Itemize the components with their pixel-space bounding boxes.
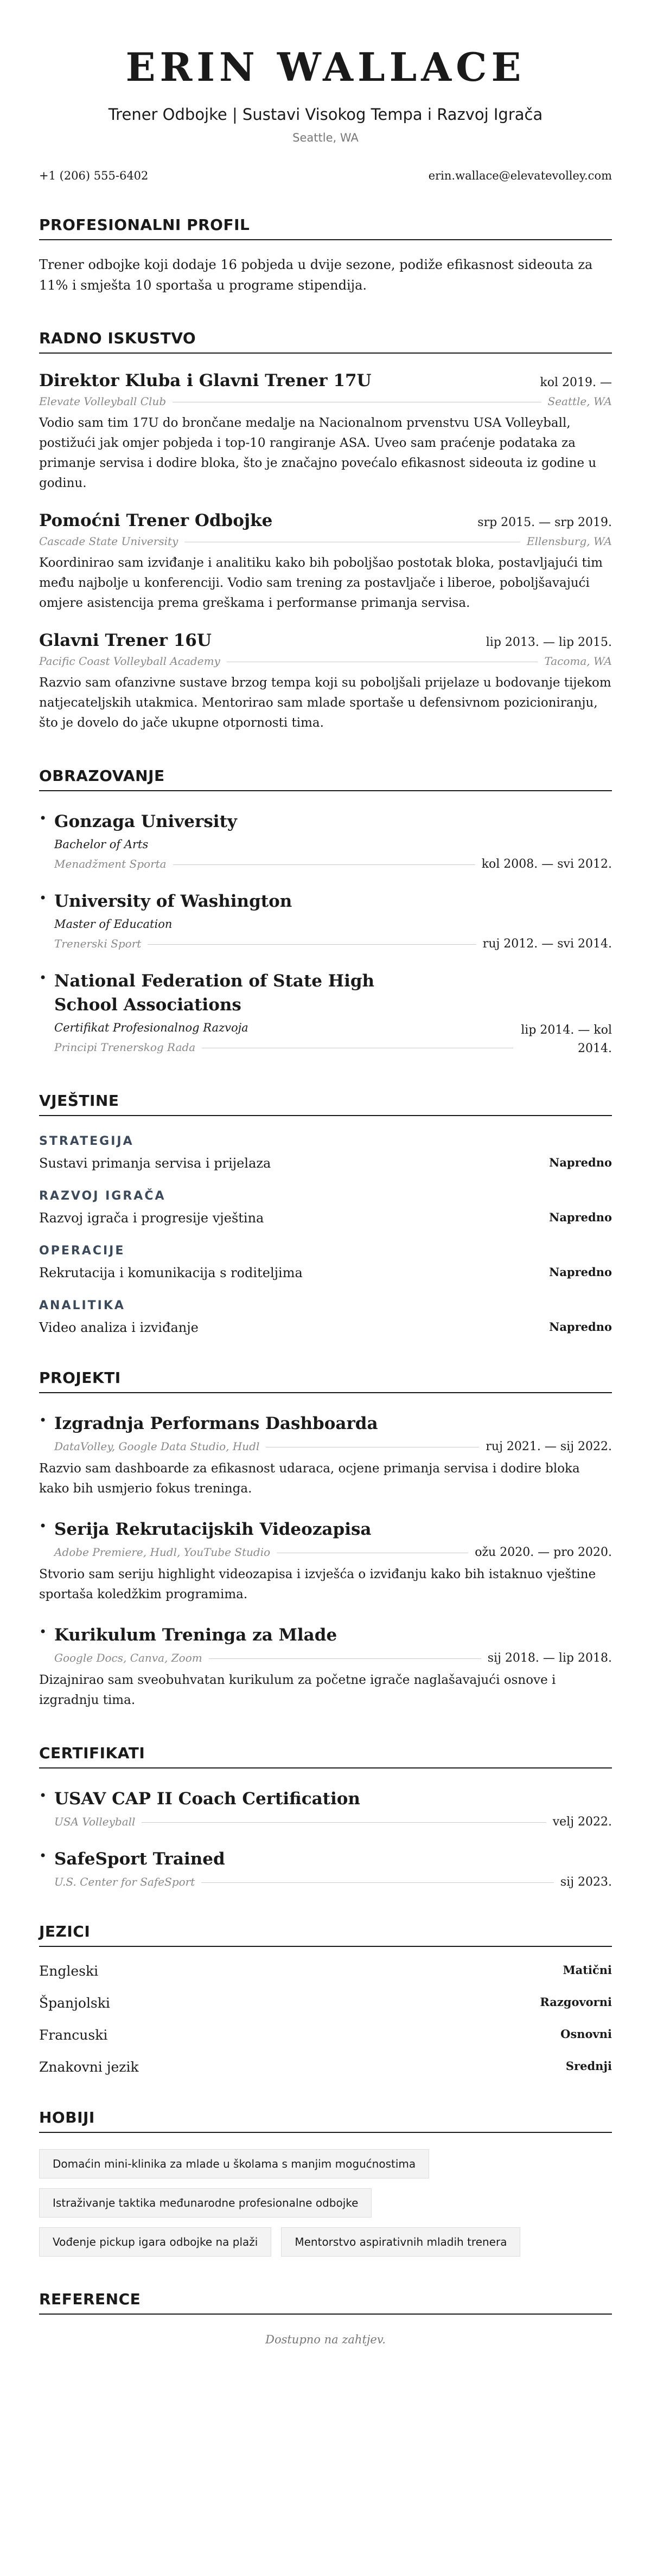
certificates-section <box>39 1744 612 1889</box>
degree: Certifikat Profesionalnog Razvoja <box>54 1021 248 1034</box>
section-heading: CERTIFIKATI <box>39 1744 612 1768</box>
certificate-title: USAV CAP II Coach Certification <box>54 1789 360 1809</box>
job-entry <box>39 511 612 613</box>
bullet-icon: • <box>39 1413 47 1428</box>
bullet-icon: • <box>39 970 47 985</box>
project-tools: DataVolley, Google Data Studio, Hudl <box>54 1440 260 1453</box>
language-row <box>39 2027 612 2043</box>
project-entry <box>39 1623 612 1710</box>
skill-category: STRATEGIJA <box>39 1135 134 1148</box>
languages-section <box>39 1923 612 2075</box>
bullet-icon: • <box>39 811 47 826</box>
project-entry <box>39 1517 612 1605</box>
project-description: Dizajnirao sam sveobuhvatan kurikulum za početne igrače naglašavajući osnove i izgradnju tima. <box>39 1673 556 1707</box>
candidate-title: Trener Odbojke | Sustavi Visokog Tempa i Razvoj Igrača <box>108 105 543 124</box>
certificate-date: sij 2023. <box>560 1875 612 1889</box>
leader-line <box>173 864 475 865</box>
job-title: Glavni Trener 16U <box>39 631 212 650</box>
job-description: Koordinirao sam izviđanje i analitiku kako bih poboljšao postotak bloka, postavljajući tim među najbolje u konferenciji. Vodio sam trening za postavljače i liberoe, poboljšavajući omjere asistencija prema greškama i performanse primanja servisa. <box>39 556 603 610</box>
job-entry <box>39 631 612 733</box>
job-date: srp 2015. — srp 2019. <box>477 516 612 529</box>
bullet-icon: • <box>39 1518 47 1534</box>
job-date: lip 2013. — lip 2015. <box>486 636 612 649</box>
section-heading: JEZICI <box>39 1923 612 1947</box>
hobby-tag: Vođenje pickup igara odbojke na plaži <box>39 2227 271 2257</box>
job-org: Pacific Coast Volleyball Academy <box>39 655 220 668</box>
email[interactable]: erin.wallace@elevatevolley.com <box>428 169 612 182</box>
education-entry <box>39 810 612 871</box>
bullet-icon: • <box>39 1624 47 1639</box>
hobby-tag: Istraživanje taktika međunarodne profesionalne odbojke <box>39 2188 372 2218</box>
hobby-tag: Domaćin mini-klinika za mlade u školama s manjim mogućnostima <box>39 2149 429 2178</box>
section-heading: RADNO ISKUSTVO <box>39 329 612 354</box>
language-name: Znakovni jezik <box>39 2059 139 2075</box>
job-description: Razvio sam ofanzivne sustave brzog tempa koji su poboljšali prijelaze u bodovanje tijekom natjecateljskih utakmica. Mentorirao sam mlade sportaše u defensivnom pozicioniranju, što je dovelo do jače ukupne otpornosti tima. <box>39 676 611 730</box>
language-row <box>39 1995 612 2011</box>
skill-level: Napredno <box>549 1156 612 1169</box>
job-description: Vodio sam tim 17U do brončane medalje na Nacionalnom prvenstvu USA Volleyball, postižući jak omjer pobjeda i top-10 rangiranje ASA. Uveo sam praćenje podataka za primanje servisa i dodire bloka, što je značajno povećalo efikasnost sideouta iz godine u godinu. <box>39 416 597 490</box>
certificate-title: SafeSport Trained <box>54 1849 225 1869</box>
education-date: kol 2008. — svi 2012. <box>481 857 612 871</box>
education-entry <box>39 889 612 951</box>
job-title: Direktor Kluba i Glavni Trener 17U <box>39 371 372 390</box>
skill-name: Video analiza i izviđanje <box>39 1320 199 1335</box>
phone[interactable]: +1 (206) 555-6402 <box>39 169 149 182</box>
certificate-issuer: USA Volleyball <box>54 1815 136 1828</box>
language-name: Španjolski <box>39 1995 110 2011</box>
school-name: Gonzaga University <box>54 812 237 831</box>
project-description: Stvorio sam seriju highlight videozapisa i izvješća o izviđanju kako bih istaknuo vještine sportaša koledžkim programima. <box>39 1567 596 1601</box>
project-date: ožu 2020. — pro 2020. <box>475 1546 612 1559</box>
section-heading: PROFESIONALNI PROFIL <box>39 216 612 240</box>
candidate-name: ERIN WALLACE <box>125 44 526 90</box>
language-row <box>39 1963 612 1979</box>
section-heading: VJEŠTINE <box>39 1092 612 1116</box>
skill-category: ANALITIKA <box>39 1299 125 1312</box>
certificate-entry <box>39 1847 612 1889</box>
section-heading: OBRAZOVANJE <box>39 767 612 791</box>
language-level: Osnovni <box>560 2027 612 2041</box>
hobby-tags <box>39 2149 612 2257</box>
education-date: ruj 2012. — svi 2014. <box>482 937 612 951</box>
project-title: Kurikulum Treninga za Mlade <box>54 1625 337 1645</box>
field-of-study: Trenerski Sport <box>54 937 142 950</box>
experience-section <box>39 329 612 733</box>
job-location: Tacoma, WA <box>544 655 612 668</box>
hobby-tag: Mentorstvo aspirativnih mladih trenera <box>281 2227 520 2257</box>
skill-name: Rekrutacija i komunikacija s roditeljima <box>39 1265 303 1280</box>
language-name: Francuski <box>39 2027 108 2043</box>
language-row <box>39 2059 612 2075</box>
bullet-icon: • <box>39 1848 47 1863</box>
bullet-icon: • <box>39 1788 47 1803</box>
language-level: Razgovorni <box>540 1995 612 2009</box>
degree: Master of Education <box>54 918 173 931</box>
skills-section <box>39 1092 612 1335</box>
education-date: lip 2014. — kol 2014. <box>521 1023 612 1055</box>
certificate-issuer: U.S. Center for SafeSport <box>54 1875 195 1888</box>
hobbies-section <box>39 2109 612 2257</box>
bullet-icon: • <box>39 890 47 906</box>
profile-text: Trener odbojke koji dodaje 16 pobjeda u dvije sezone, podiže efikasnost sideouta za 11% i smješta 10 sportaša u programe stipendija. <box>39 257 593 293</box>
projects-section <box>39 1369 612 1710</box>
certificate-date: velj 2022. <box>552 1815 612 1829</box>
profile-section <box>39 216 612 296</box>
skill-level: Napredno <box>549 1210 612 1224</box>
project-title: Serija Rekrutacijskih Videozapisa <box>54 1520 372 1539</box>
school-name: University of Washington <box>54 892 292 911</box>
skill-level: Napredno <box>549 1265 612 1279</box>
candidate-location: Seattle, WA <box>292 131 359 144</box>
education-entry <box>39 969 612 1058</box>
section-heading: PROJEKTI <box>39 1369 612 1393</box>
skill-row <box>39 1210 612 1226</box>
job-location: Seattle, WA <box>547 395 612 408</box>
job-location: Ellensburg, WA <box>526 535 612 548</box>
skill-row <box>39 1265 612 1280</box>
section-heading: HOBIJI <box>39 2109 612 2133</box>
school-name: National Federation of State High School Associations <box>54 971 375 1015</box>
language-level: Srednji <box>565 2059 612 2073</box>
certificate-entry <box>39 1787 612 1829</box>
leader-line <box>209 1658 481 1659</box>
skill-category: RAZVOJ IGRAČA <box>39 1189 166 1203</box>
leader-line <box>201 1882 554 1883</box>
leader-line <box>142 1822 546 1823</box>
skill-name: Sustavi primanja servisa i prijelaza <box>39 1156 271 1171</box>
skill-level: Napredno <box>549 1320 612 1334</box>
project-description: Razvio sam dashboarde za efikasnost udaraca, ocjene primanja servisa i dodire bloka kako bih usmjerio fokus treninga. <box>39 1462 580 1496</box>
skill-row <box>39 1156 612 1171</box>
field-of-study: Principi Trenerskog Rada <box>54 1041 196 1054</box>
skill-name: Razvoj igrača i progresije vještina <box>39 1210 264 1226</box>
education-section <box>39 767 612 1058</box>
job-org: Cascade State University <box>39 535 178 548</box>
contact-row <box>39 169 612 182</box>
project-date: sij 2018. — lip 2018. <box>487 1651 612 1665</box>
leader-line <box>148 944 476 945</box>
project-title: Izgradnja Performans Dashboarda <box>54 1414 378 1433</box>
job-date: kol 2019. — <box>540 376 612 389</box>
job-title: Pomoćni Trener Odbojke <box>39 511 273 530</box>
language-level: Matični <box>563 1963 612 1977</box>
project-tools: Google Docs, Canva, Zoom <box>54 1651 202 1664</box>
references-section <box>39 2290 612 2346</box>
skill-category: OPERACIJE <box>39 1244 125 1258</box>
project-entry <box>39 1412 612 1499</box>
project-tools: Adobe Premiere, Hudl, YouTube Studio <box>54 1546 271 1559</box>
language-name: Engleski <box>39 1963 99 1979</box>
project-date: ruj 2021. — sij 2022. <box>486 1440 612 1453</box>
job-entry <box>39 371 612 494</box>
job-org: Elevate Volleyball Club <box>39 395 167 408</box>
section-heading: REFERENCE <box>39 2290 612 2315</box>
references-text: Dostupno na zahtjev. <box>265 2333 386 2346</box>
degree: Bachelor of Arts <box>54 838 149 851</box>
field-of-study: Menadžment Sporta <box>54 857 167 870</box>
skill-row <box>39 1320 612 1335</box>
